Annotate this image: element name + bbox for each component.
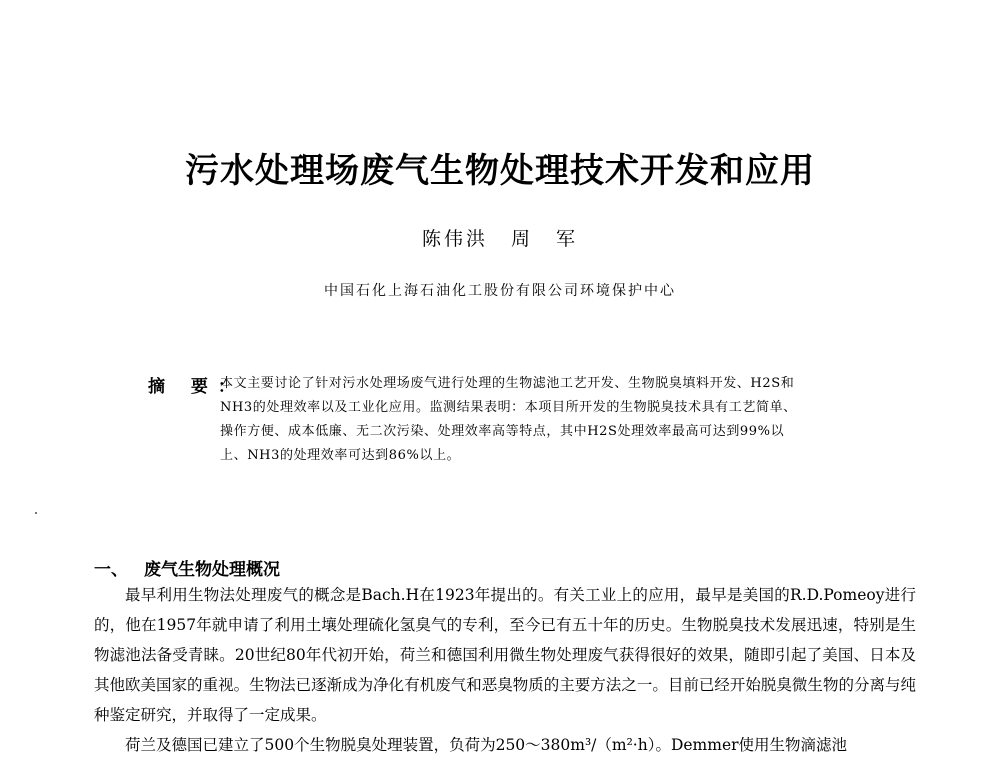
affiliation: 中国石化上海石油化工股份有限公司环境保护中心 (324, 283, 676, 299)
paper-title: 污水处理场废气生物处理技术开发和应用 (185, 151, 815, 191)
abstract (148, 372, 868, 468)
abstract-line: 本文主要讨论了针对污水处理场废气进行处理的生物滤池工艺开发、生物脱臭填料开发、H2S和 (220, 376, 795, 391)
paragraph: 荷兰及德国已建立了500个生物脱臭处理装置，负荷为250～380m³/（m²·h）。Demmer使用生物滴滤池 (125, 736, 848, 754)
section-number: 一、 (94, 560, 128, 580)
scan-speck (35, 512, 37, 514)
abstract-line: 操作方便、成本低廉、无二次污染、处理效率高等特点，其中H2S处理效率最高可达到99%以 (220, 424, 785, 439)
abstract-line: 上、NH3的处理效率可达到86%以上。 (220, 448, 461, 463)
abstract-text (220, 372, 868, 468)
abstract-label: 摘 要： (148, 377, 245, 397)
authors: 陈伟洪 周 军 (421, 228, 579, 250)
section-body (94, 580, 916, 760)
section-title: 废气生物处理概况 (144, 560, 280, 580)
paragraph: 最早利用生物法处理废气的概念是Bach.H在1923年提出的。有关工业上的应用，最早是美国的R.D.Pomeoy进行的，他在1957年就申请了利用土壤处理硫化氢臭气的专利，至今已有五十年的历史。生物脱臭技术发展迅速，特别是生物滤池法备受青睐。20世纪80年代初开始，荷兰和德国利用微生物处理废气获得很好的效果，随即引起了美国、日本及其他欧美国家的重视。生物法已逐渐成为净化有机废气和恶臭物质的主要方法之一。目前已经开始脱臭微生物的分离与纯种鉴定研究，并取得了一定成果。 (94, 586, 916, 724)
section-heading (94, 555, 280, 580)
abstract-line: NH3的处理效率以及工业化应用。监测结果表明：本项目所开发的生物脱臭技术具有工艺简单、 (220, 400, 797, 415)
